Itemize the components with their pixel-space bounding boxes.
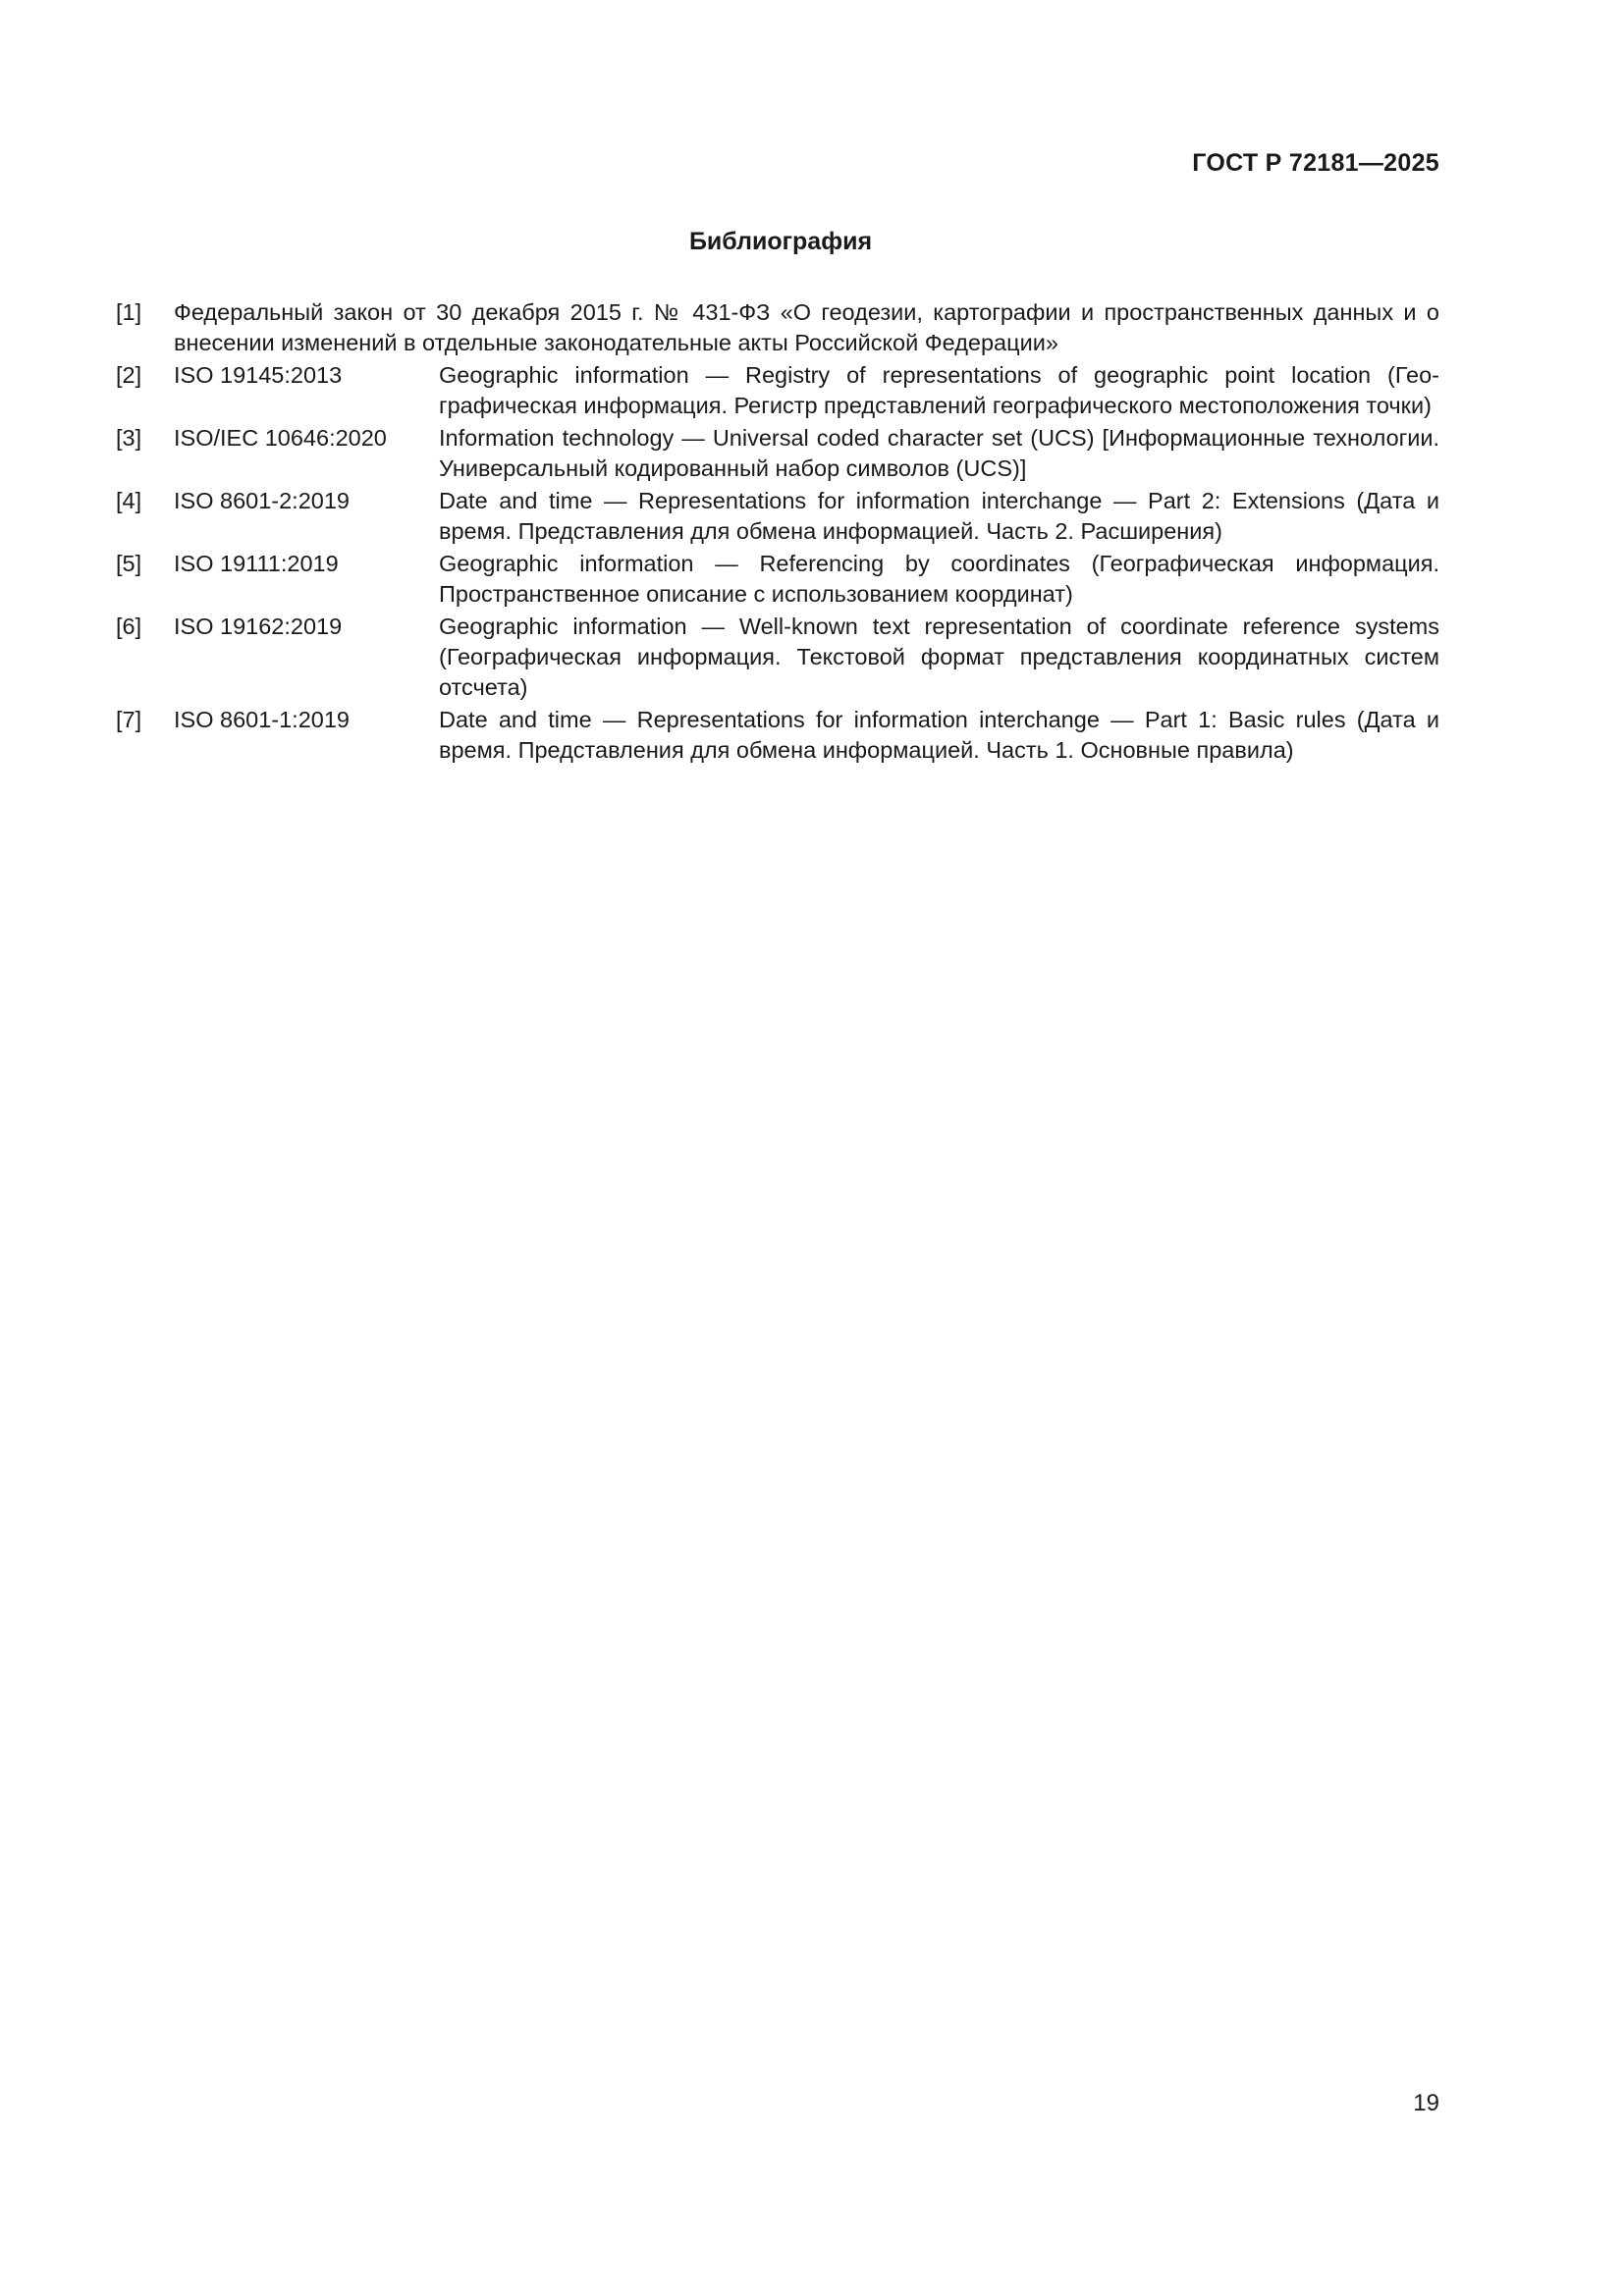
entry-number: [1] [116,299,142,325]
entry-document-id: ISO 19162:2019 [174,614,343,639]
entry-number: [5] [116,551,142,576]
entry-number: [6] [116,614,142,639]
bibliography-entry-6 [116,612,1439,703]
entry-number: [3] [116,425,142,451]
page-number: 19 [1413,2090,1439,2116]
entry-document-id: ISO 8601-2:2019 [174,488,350,513]
bibliography-entry-3 [116,423,1439,484]
entry-document-id: ISO 8601-1:2019 [174,707,350,732]
bibliography-list [116,297,1439,768]
entry-number: [4] [116,488,142,513]
bibliography-entry-1 [116,297,1439,358]
entry-number: [2] [116,362,142,388]
bibliography-entry-4 [116,486,1439,547]
bibliography-entry-7 [116,705,1439,766]
entry-title: Федеральный закон от 30 декабря 2015 г. № 431-ФЗ «О геодезии, картографии и пространственных данных и о внесении изменений в отдельные законодательные акты Российской Федерации» [174,299,1439,355]
entry-title: Geographic information — Registry of representations of geographic point location (Географическая информация. Регистр представлений географического местоположения точки) [439,362,1439,418]
entry-title: Date and time — Representations for information interchange — Part 2: Extensions (Дата и время. Представления для обмена информацией. Часть 2. Расширения) [439,488,1439,544]
bibliography-entry-5 [116,549,1439,610]
bibliography-entry-2 [116,360,1439,421]
entry-title: Date and time — Representations for information interchange — Part 1: Basic rules (Дата и время. Представления для обмена информацией. Часть 1. Основные правила) [439,707,1439,763]
section-title: Библиография [688,228,873,255]
entry-title: Geographic information — Referencing by coordinates (Географическая информация. Пространственное описание с использованием координат) [439,551,1439,607]
entry-title: Information technology — Universal coded character set (UCS) [Информационные технологии. Универсальный кодированный набор символов (UCS)] [439,425,1439,481]
entry-number: [7] [116,707,142,732]
entry-document-id: ISO 19111:2019 [174,551,339,576]
entry-document-id: ISO 19145:2013 [174,362,343,388]
entry-title: Geographic information — Well-known text representation of coordinate reference systems (Географическая информация. Текстовой формат представления координатных систем отсчета) [439,614,1439,700]
entry-document-id: ISO/IEC 10646:2020 [174,425,387,451]
document-code: ГОСТ Р 72181—2025 [1192,149,1439,177]
